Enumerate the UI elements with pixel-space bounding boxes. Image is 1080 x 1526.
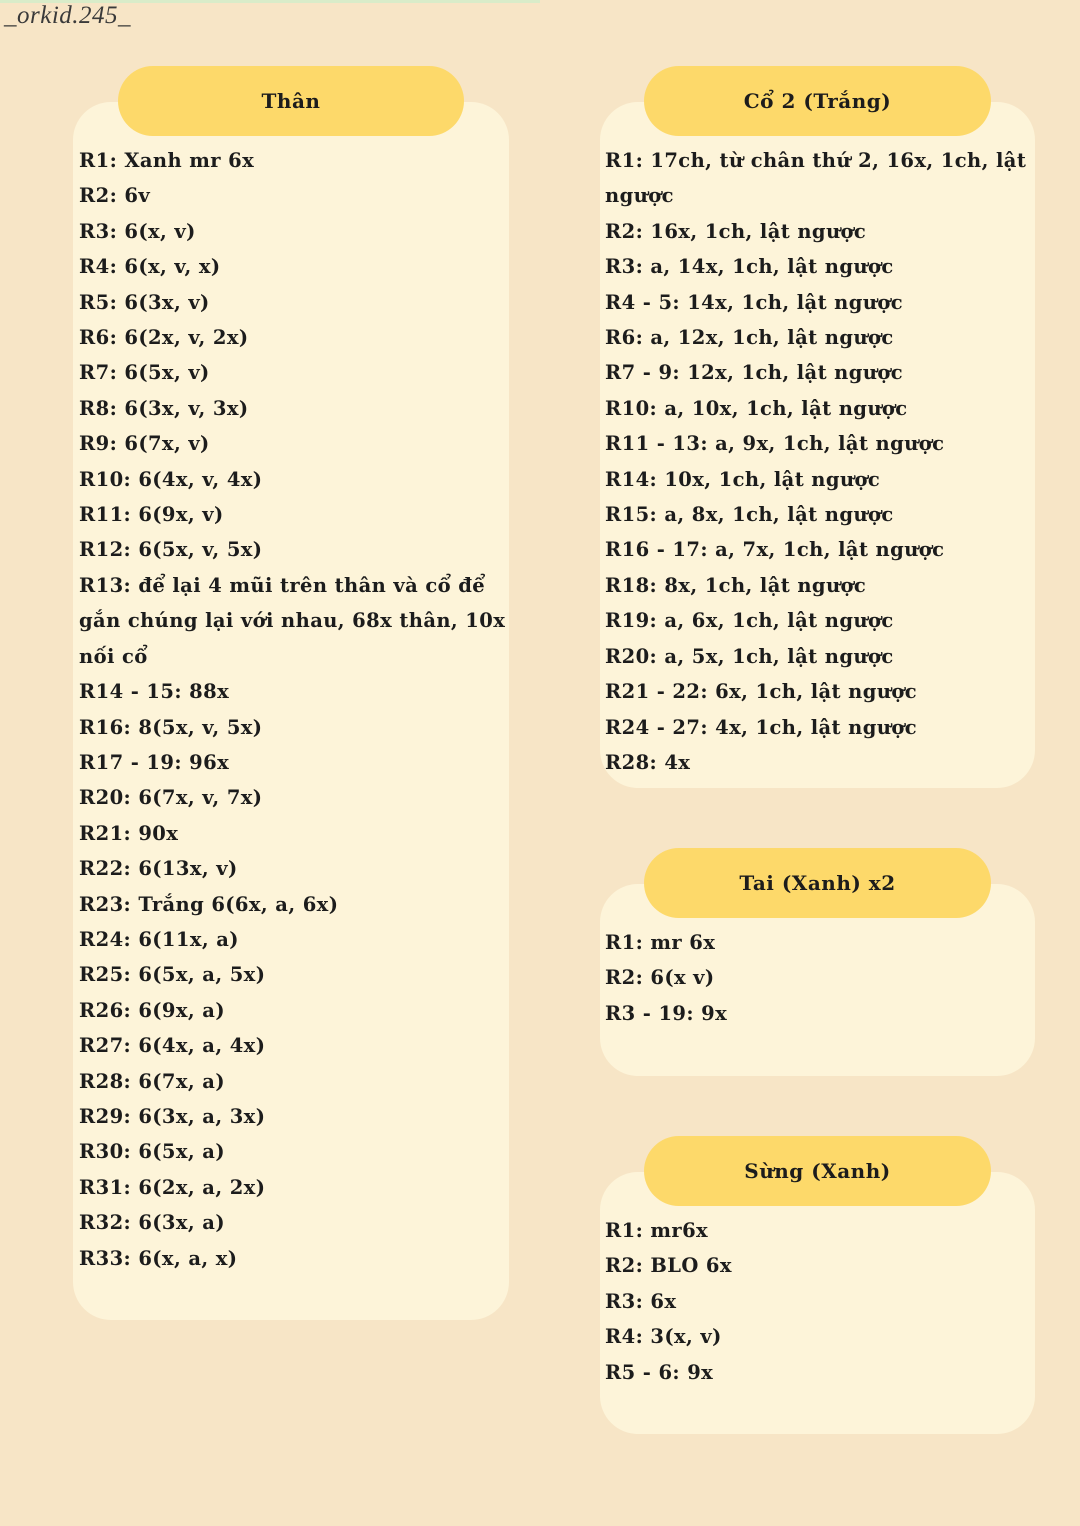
pattern-row: R10: 6(4x, v, 4x) xyxy=(79,467,263,491)
pattern-row: R27: 6(4x, a, 4x) xyxy=(79,1034,266,1058)
pattern-row: R2: 6(x v) xyxy=(605,966,715,990)
pattern-row: R24 - 27: 4x, 1ch, lật ngược xyxy=(605,715,918,739)
pattern-row: R1: mr6x xyxy=(605,1219,709,1242)
pattern-row: R11 - 13: a, 9x, 1ch, lật ngược xyxy=(605,432,945,456)
pattern-row: R22: 6(13x, v) xyxy=(79,857,238,881)
pattern-row: R14: 10x, 1ch, lật ngược xyxy=(605,467,881,491)
pattern-row: R1: Xanh mr 6x xyxy=(79,149,255,172)
pattern-row: R21: 90x xyxy=(79,821,179,845)
section-co2-title: Cổ 2 (Trắng) xyxy=(644,66,991,136)
pattern-row: R15: a, 8x, 1ch, lật ngược xyxy=(605,503,894,527)
pattern-row: R17 - 19: 96x xyxy=(79,750,230,774)
pattern-row: nối cổ xyxy=(79,644,148,668)
pattern-row: R25: 6(5x, a, 5x) xyxy=(79,963,266,987)
pattern-row: R10: a, 10x, 1ch, lật ngược xyxy=(605,396,908,420)
pattern-row: R9: 6(7x, v) xyxy=(79,432,210,456)
pattern-row: R7: 6(5x, v) xyxy=(79,361,210,385)
pattern-row: R26: 6(9x, a) xyxy=(79,998,225,1022)
pattern-row: R4: 6(x, v, x) xyxy=(79,255,221,279)
pattern-row: R6: 6(2x, v, 2x) xyxy=(79,326,249,350)
pattern-row: R18: 8x, 1ch, lật ngược xyxy=(605,573,867,597)
pattern-row: R20: 6(7x, v, 7x) xyxy=(79,786,263,810)
pattern-row: R28: 6(7x, a) xyxy=(79,1069,225,1093)
pattern-row: R32: 6(3x, a) xyxy=(79,1211,225,1235)
pattern-row: R4: 3(x, v) xyxy=(605,1325,722,1349)
pattern-row: R24: 6(11x, a) xyxy=(79,927,239,951)
pattern-row: R13: để lại 4 mũi trên thân và cổ để xyxy=(79,573,486,597)
pattern-row: R30: 6(5x, a) xyxy=(79,1140,225,1164)
pattern-row: R1: mr 6x xyxy=(605,931,716,954)
pattern-row: R29: 6(3x, a, 3x) xyxy=(79,1104,266,1128)
pattern-row: R2: BLO 6x xyxy=(605,1254,732,1278)
pattern-row: R3: a, 14x, 1ch, lật ngược xyxy=(605,255,894,279)
pattern-row: R12: 6(5x, v, 5x) xyxy=(79,538,263,562)
pattern-row: R19: a, 6x, 1ch, lật ngược xyxy=(605,609,894,633)
pattern-row: R2: 6v xyxy=(79,184,151,208)
pattern-row: R33: 6(x, a, x) xyxy=(79,1246,238,1270)
pattern-row: R4 - 5: 14x, 1ch, lật ngược xyxy=(605,290,904,314)
section-than-title: Thân xyxy=(118,66,464,136)
section-than-lines xyxy=(79,143,505,1276)
section-sung-title: Sừng (Xanh) xyxy=(644,1136,991,1206)
pattern-row: ngược xyxy=(605,184,674,208)
pattern-row: R21 - 22: 6x, 1ch, lật ngược xyxy=(605,680,918,704)
pattern-row: R7 - 9: 12x, 1ch, lật ngược xyxy=(605,361,904,385)
pattern-row: R28: 4x xyxy=(605,750,691,774)
pattern-row: R16: 8(5x, v, 5x) xyxy=(79,715,263,739)
pattern-row: R5: 6(3x, v) xyxy=(79,290,210,314)
pattern-row: R8: 6(3x, v, 3x) xyxy=(79,396,249,420)
section-sung-lines xyxy=(605,1213,732,1390)
pattern-row: R1: 17ch, từ chân thứ 2, 16x, 1ch, lật xyxy=(605,149,1027,172)
pattern-row: R11: 6(9x, v) xyxy=(79,503,224,527)
pattern-row: R23: Trắng 6(6x, a, 6x) xyxy=(79,892,339,916)
pattern-row: gắn chúng lại với nhau, 68x thân, 10x xyxy=(79,609,506,633)
pattern-row: R20: a, 5x, 1ch, lật ngược xyxy=(605,644,894,668)
pattern-row: R2: 16x, 1ch, lật ngược xyxy=(605,219,867,243)
pattern-row: R3: 6x xyxy=(605,1289,677,1313)
author-signature: _orkid.245_ xyxy=(4,2,132,29)
pattern-row: R3 - 19: 9x xyxy=(605,1001,728,1025)
section-tai-title: Tai (Xanh) x2 xyxy=(644,848,991,918)
pattern-row: R6: a, 12x, 1ch, lật ngược xyxy=(605,326,894,350)
pattern-row: R14 - 15: 88x xyxy=(79,680,230,704)
pattern-row: R31: 6(2x, a, 2x) xyxy=(79,1175,266,1199)
section-tai-lines xyxy=(605,925,727,1031)
pattern-row: R5 - 6: 9x xyxy=(605,1360,714,1384)
section-co2-lines xyxy=(605,143,1026,780)
pattern-row: R16 - 17: a, 7x, 1ch, lật ngược xyxy=(605,538,945,562)
pattern-row: R3: 6(x, v) xyxy=(79,219,196,243)
